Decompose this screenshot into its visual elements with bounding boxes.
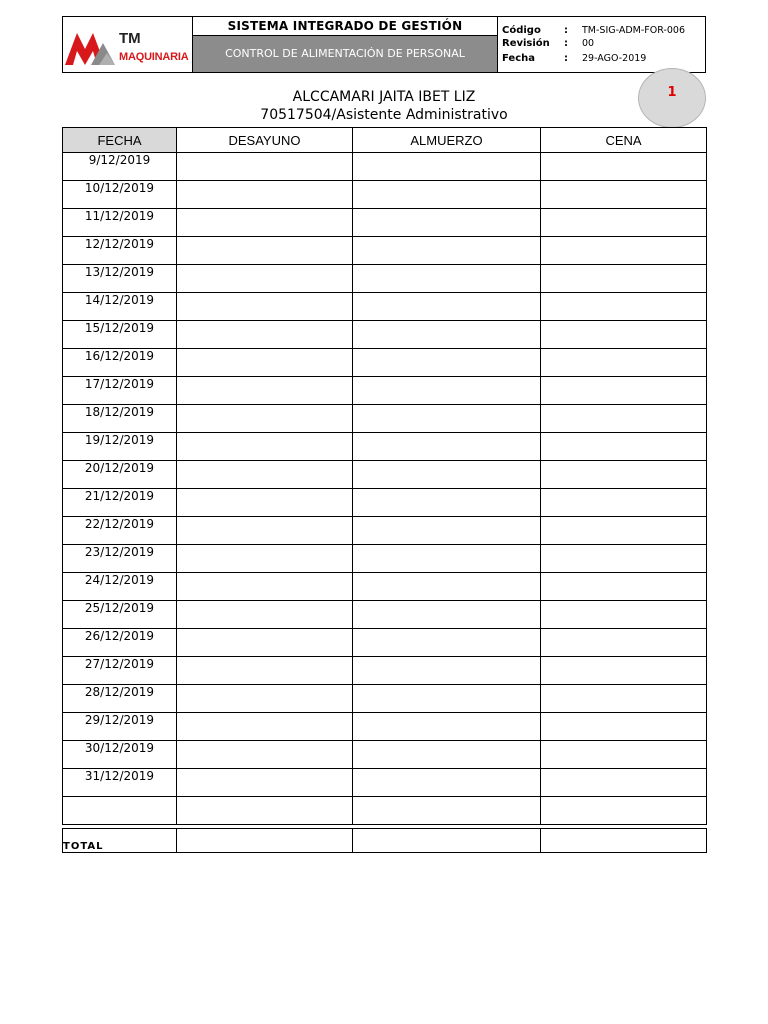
total-row xyxy=(63,829,707,853)
almuerzo-cell[interactable] xyxy=(353,769,541,797)
desayuno-cell[interactable] xyxy=(177,433,353,461)
cena-cell[interactable] xyxy=(541,181,707,209)
tm-logo-mark-icon xyxy=(65,27,117,67)
almuerzo-cell[interactable] xyxy=(353,685,541,713)
table-row xyxy=(63,433,707,461)
date-cell: 15/12/2019 xyxy=(63,321,177,349)
almuerzo-cell[interactable] xyxy=(353,517,541,545)
almuerzo-cell[interactable] xyxy=(353,601,541,629)
table-row xyxy=(63,321,707,349)
almuerzo-cell[interactable] xyxy=(353,181,541,209)
desayuno-cell[interactable] xyxy=(177,461,353,489)
desayuno-cell[interactable] xyxy=(177,237,353,265)
almuerzo-cell[interactable] xyxy=(353,433,541,461)
almuerzo-cell[interactable] xyxy=(353,629,541,657)
desayuno-cell[interactable] xyxy=(177,153,353,181)
almuerzo-cell[interactable] xyxy=(353,153,541,181)
system-title: SISTEMA INTEGRADO DE GESTIÓN xyxy=(193,17,498,36)
meta-separator: : xyxy=(564,25,568,36)
table-row xyxy=(63,517,707,545)
date-cell: 16/12/2019 xyxy=(63,349,177,377)
cena-cell[interactable] xyxy=(541,153,707,181)
cena-cell[interactable] xyxy=(541,265,707,293)
table-row xyxy=(63,797,707,825)
table-row xyxy=(63,685,707,713)
almuerzo-cell[interactable] xyxy=(353,293,541,321)
column-header-fecha: FECHA xyxy=(63,128,177,153)
date-cell: 14/12/2019 xyxy=(63,293,177,321)
almuerzo-cell[interactable] xyxy=(353,489,541,517)
cena-cell[interactable] xyxy=(541,349,707,377)
meta-value: TM-SIG-ADM-FOR-006 xyxy=(582,25,685,36)
cena-cell[interactable] xyxy=(541,461,707,489)
table-row xyxy=(63,489,707,517)
almuerzo-cell[interactable] xyxy=(353,657,541,685)
desayuno-cell[interactable] xyxy=(177,713,353,741)
desayuno-cell[interactable] xyxy=(177,489,353,517)
table-row xyxy=(63,741,707,769)
cena-cell[interactable] xyxy=(541,545,707,573)
table-row xyxy=(63,377,707,405)
cena-cell[interactable] xyxy=(541,489,707,517)
date-cell: 27/12/2019 xyxy=(63,657,177,685)
desayuno-cell[interactable] xyxy=(177,293,353,321)
meta-label: Fecha xyxy=(502,53,536,64)
total-almuerzo-cell[interactable] xyxy=(353,829,541,853)
cena-cell[interactable] xyxy=(541,377,707,405)
almuerzo-cell[interactable] xyxy=(353,349,541,377)
meta-value: 00 xyxy=(582,38,595,49)
desayuno-cell[interactable] xyxy=(177,797,353,825)
table-row xyxy=(63,713,707,741)
desayuno-cell[interactable] xyxy=(177,209,353,237)
table-row xyxy=(63,209,707,237)
company-logo xyxy=(63,17,193,72)
desayuno-cell[interactable] xyxy=(177,657,353,685)
cena-cell[interactable] xyxy=(541,601,707,629)
employee-id-role: 70517504/Asistente Administrativo xyxy=(260,107,508,123)
almuerzo-cell[interactable] xyxy=(353,713,541,741)
table-row xyxy=(63,573,707,601)
table-row xyxy=(63,237,707,265)
almuerzo-cell[interactable] xyxy=(353,377,541,405)
date-cell: 25/12/2019 xyxy=(63,601,177,629)
almuerzo-cell[interactable] xyxy=(353,405,541,433)
table-row xyxy=(63,181,707,209)
cena-cell[interactable] xyxy=(541,517,707,545)
date-cell: 21/12/2019 xyxy=(63,489,177,517)
date-cell: 26/12/2019 xyxy=(63,629,177,657)
desayuno-cell[interactable] xyxy=(177,377,353,405)
almuerzo-cell[interactable] xyxy=(353,797,541,825)
meta-separator: : xyxy=(564,53,568,64)
document-header xyxy=(62,16,706,73)
desayuno-cell[interactable] xyxy=(177,685,353,713)
date-cell xyxy=(63,797,177,825)
table-row xyxy=(63,629,707,657)
cena-cell[interactable] xyxy=(541,629,707,657)
meta-label: Código xyxy=(502,25,541,36)
date-cell: 30/12/2019 xyxy=(63,741,177,769)
meta-row-revision xyxy=(502,38,702,52)
cena-cell[interactable] xyxy=(541,405,707,433)
desayuno-cell[interactable] xyxy=(177,629,353,657)
table-row xyxy=(63,405,707,433)
cena-cell[interactable] xyxy=(541,657,707,685)
almuerzo-cell[interactable] xyxy=(353,209,541,237)
date-cell: 29/12/2019 xyxy=(63,713,177,741)
table-row xyxy=(63,461,707,489)
date-cell: 20/12/2019 xyxy=(63,461,177,489)
date-cell: 11/12/2019 xyxy=(63,209,177,237)
column-header-almuerzo: ALMUERZO xyxy=(353,128,541,153)
almuerzo-cell[interactable] xyxy=(353,321,541,349)
date-cell: 24/12/2019 xyxy=(63,573,177,601)
almuerzo-cell[interactable] xyxy=(353,265,541,293)
almuerzo-cell[interactable] xyxy=(353,461,541,489)
desayuno-cell[interactable] xyxy=(177,349,353,377)
cena-cell[interactable] xyxy=(541,433,707,461)
cena-cell[interactable] xyxy=(541,573,707,601)
meta-label: Revisión xyxy=(502,38,550,49)
date-cell: 12/12/2019 xyxy=(63,237,177,265)
document-meta xyxy=(498,17,707,72)
almuerzo-cell[interactable] xyxy=(353,573,541,601)
date-cell: 31/12/2019 xyxy=(63,769,177,797)
date-cell: 22/12/2019 xyxy=(63,517,177,545)
desayuno-cell[interactable] xyxy=(177,181,353,209)
employee-name: ALCCAMARI JAITA IBET LIZ xyxy=(292,89,476,105)
cena-cell[interactable] xyxy=(541,685,707,713)
table-row xyxy=(63,293,707,321)
column-header-cena: CENA xyxy=(541,128,707,153)
table-row xyxy=(63,769,707,797)
date-cell: 17/12/2019 xyxy=(63,377,177,405)
table-row xyxy=(63,349,707,377)
logo-text-maquinaria: MAQUINARIA xyxy=(119,51,189,63)
table-row xyxy=(63,265,707,293)
date-cell: 23/12/2019 xyxy=(63,545,177,573)
desayuno-cell[interactable] xyxy=(177,741,353,769)
date-cell: 9/12/2019 xyxy=(63,153,177,181)
meta-value: 29-AGO-2019 xyxy=(582,53,647,64)
cena-cell[interactable] xyxy=(541,237,707,265)
logo-text-tm: TM xyxy=(119,30,141,47)
desayuno-cell[interactable] xyxy=(177,769,353,797)
table-row xyxy=(63,545,707,573)
table-header-row xyxy=(63,128,707,153)
total-label: TOTAL xyxy=(63,829,177,853)
meta-separator: : xyxy=(564,38,568,49)
total-desayuno-cell[interactable] xyxy=(177,829,353,853)
column-header-desayuno: DESAYUNO xyxy=(177,128,353,153)
desayuno-cell[interactable] xyxy=(177,545,353,573)
desayuno-cell[interactable] xyxy=(177,573,353,601)
meal-control-table xyxy=(62,127,707,825)
cena-cell[interactable] xyxy=(541,321,707,349)
total-table xyxy=(62,828,707,853)
date-cell: 10/12/2019 xyxy=(63,181,177,209)
desayuno-cell[interactable] xyxy=(177,601,353,629)
date-cell: 19/12/2019 xyxy=(63,433,177,461)
almuerzo-cell[interactable] xyxy=(353,741,541,769)
date-cell: 13/12/2019 xyxy=(63,265,177,293)
desayuno-cell[interactable] xyxy=(177,405,353,433)
employee-info xyxy=(62,88,706,124)
cena-cell[interactable] xyxy=(541,741,707,769)
meta-row-fecha xyxy=(502,53,702,67)
cena-cell[interactable] xyxy=(541,293,707,321)
table-row xyxy=(63,657,707,685)
page-number: 1 xyxy=(667,85,677,100)
desayuno-cell[interactable] xyxy=(177,517,353,545)
meta-row-codigo xyxy=(502,25,702,39)
cena-cell[interactable] xyxy=(541,769,707,797)
form-title: CONTROL DE ALIMENTACIÓN DE PERSONAL xyxy=(193,36,498,72)
date-cell: 18/12/2019 xyxy=(63,405,177,433)
desayuno-cell[interactable] xyxy=(177,265,353,293)
almuerzo-cell[interactable] xyxy=(353,237,541,265)
date-cell: 28/12/2019 xyxy=(63,685,177,713)
almuerzo-cell[interactable] xyxy=(353,545,541,573)
desayuno-cell[interactable] xyxy=(177,321,353,349)
table-row xyxy=(63,601,707,629)
table-row xyxy=(63,153,707,181)
total-cena-cell[interactable] xyxy=(541,829,707,853)
cena-cell[interactable] xyxy=(541,713,707,741)
cena-cell[interactable] xyxy=(541,797,707,825)
cena-cell[interactable] xyxy=(541,209,707,237)
